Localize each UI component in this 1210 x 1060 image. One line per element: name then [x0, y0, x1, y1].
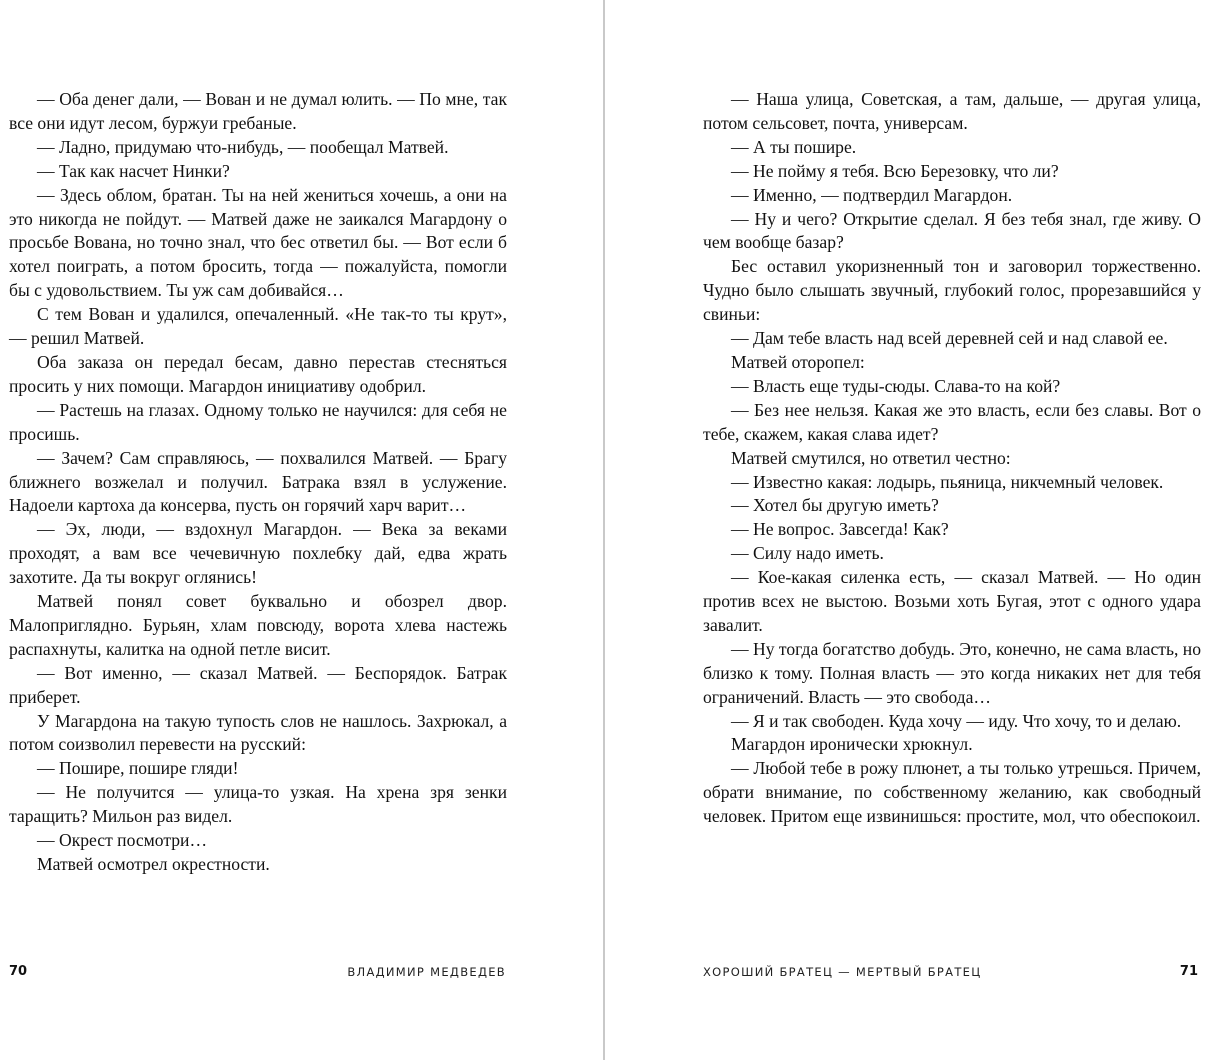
paragraph: — Растешь на глазах. Одному только не научился: для себя не просишь. — [9, 399, 507, 444]
paragraph: — Известно какая: лодырь, пьяница, никчемный человек. — [731, 471, 1164, 492]
paragraph: — Не получится — улица-то узкая. На хрена зря зенки таращить? Мильон раз видел. — [9, 782, 507, 827]
paragraph: — Зачем? Сам справляюсь, — похвалился Матвей. — Брагу ближнего возжелал и получил. Батрака взял в услужение. Надоели картоха да консерва, пусть он горячий харч варит… — [9, 447, 507, 516]
paragraph: Матвей оторопел: — [731, 351, 865, 372]
paragraph: — Вот именно, — сказал Матвей. — Беспорядок. Батрак приберет. — [9, 662, 507, 707]
paragraph: — Не вопрос. Завсегда! Как? — [731, 519, 949, 540]
left-running-head: ВЛАДИМИР МЕДВЕДЕВ — [347, 965, 506, 979]
paragraph: — А ты пошире. — [731, 136, 857, 157]
paragraph: — Без нее нельзя. Какая же это власть, если без славы. Вот о тебе, скажем, какая слава идет? — [703, 399, 1201, 444]
paragraph: Магардон иронически хрюкнул. — [731, 734, 973, 755]
right-running-head: ХОРОШИЙ БРАТЕЦ — МЕРТВЫЙ БРАТЕЦ — [703, 965, 982, 979]
paragraph: — Не пойму я тебя. Всю Березовку, что ли? — [731, 160, 1059, 181]
paragraph: — Дам тебе власть над всей деревней сей и над славой ее. — [731, 328, 1168, 349]
paragraph: — Наша улица, Советская, а там, дальше, — другая улица, потом сельсовет, почта, универсам. — [703, 89, 1201, 133]
paragraph: — Так как насчет Нинки? — [37, 160, 230, 181]
paragraph: — Я и так свободен. Куда хочу — иду. Что хочу, то и делаю. — [731, 710, 1182, 731]
paragraph: — Хотел бы другую иметь? — [731, 495, 939, 516]
left-page-number: 70 — [9, 964, 28, 979]
paragraph: Оба заказа он передал бесам, давно перестав стесняться просить у них помощи. Магардон инициативу одобрил. — [9, 351, 507, 396]
paragraph: Матвей понял совет буквально и обозрел двор. Малоприглядно. Бурьян, хлам повсюду, ворота хлева настежь распахнуты, калитка на одной петле висит. — [9, 591, 507, 659]
paragraph: — Здесь облом, братан. Ты на ней жениться хочешь, а они на это никогда не пойдут. — Матвей даже не заикался Магардону о просьбе Вована, но точно знал, что бес ответил бы. — Вот если б хотел поиграть, а потом бросить, тогда — пожалуйста, помогли бы с удовольствием. Ты уж сам добивайся… — [9, 184, 507, 301]
left-page-text — [9, 88, 507, 877]
right-page-number: 71 — [1179, 964, 1198, 979]
paragraph: Матвей осмотрел окрестности. — [37, 854, 270, 874]
paragraph: У Магардона на такую тупость слов не нашлось. Захрюкал, а потом соизволил перевести на русский: — [9, 710, 507, 755]
right-page-text — [703, 88, 1201, 829]
paragraph: — Власть еще туды-сюды. Слава-то на кой? — [731, 375, 1061, 396]
paragraph: — Оба денег дали, — Вован и не думал юлить. — По мне, так все они идут лесом, буржуи гребаные. — [9, 89, 507, 133]
paragraph: — Пошире, пошире гляди! — [37, 758, 239, 779]
paragraph: — Силу надо иметь. — [731, 543, 884, 564]
paragraph: С тем Вован и удалился, опечаленный. «Не так-то ты крут», — решил Матвей. — [9, 304, 507, 349]
page-gutter — [603, 0, 605, 1060]
paragraph: — Окрест посмотри… — [37, 830, 208, 851]
paragraph: Бес оставил укоризненный тон и заговорил торжественно. Чудно было слышать звучный, глубокий голос, прорезавшийся у свиньи: — [703, 256, 1201, 325]
paragraph: — Кое-какая силенка есть, — сказал Матвей. — Но один против всех не выстою. Возьми хоть Бугая, этот с одного удара завалит. — [703, 567, 1201, 635]
paragraph: — Любой тебе в рожу плюнет, а ты только утрешься. Причем, обрати внимание, по собственному желанию, как свободный человек. Притом еще извинишься: простите, мол, что обеспокоил. — [703, 758, 1201, 827]
paragraph: — Именно, — подтвердил Магардон. — [731, 184, 1013, 205]
paragraph: Матвей смутился, но ответил честно: — [731, 447, 1011, 468]
paragraph: — Ладно, придумаю что-нибудь, — пообещал Матвей. — [37, 136, 449, 157]
paragraph: — Ну и чего? Открытие сделал. Я без тебя знал, где живу. О чем вообще базар? — [703, 208, 1201, 253]
paragraph: — Эх, люди, — вздохнул Магардон. — Века за веками проходят, а вам все чечевичную похлебку дай, едва жрать захотите. Да ты вокруг оглянись! — [9, 519, 507, 588]
paragraph: — Ну тогда богатство добудь. Это, конечно, не сама власть, но близко к тому. Полная власть — это когда никаких нет для тебя ограничений. Власть — это свобода… — [703, 638, 1201, 707]
